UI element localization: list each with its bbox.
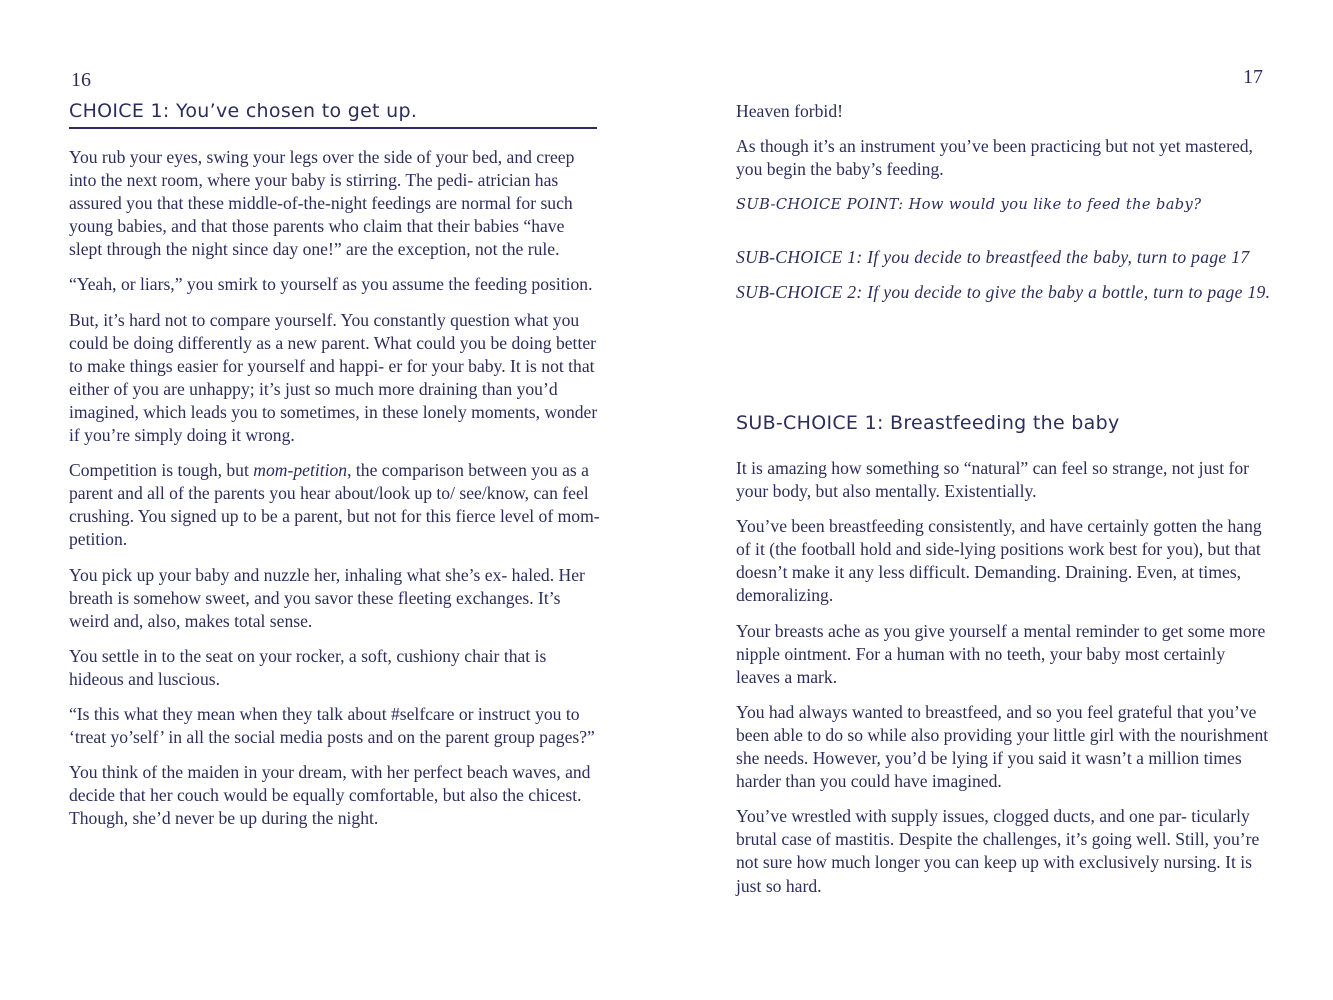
sub-choice-option-1: SUB-CHOICE 1: If you decide to breastfeed the baby, turn to page 17 bbox=[736, 247, 1250, 268]
right-intro-text bbox=[736, 100, 1276, 317]
paragraph: “Is this what they mean when they talk about #selfcare or instruct you to ‘treat yo’self’ in all the social media posts and on the parent group pages?” bbox=[69, 703, 595, 748]
paragraph: As though it’s an instrument you’ve been practicing but not yet mastered, you begin the baby’s feeding. bbox=[736, 136, 1253, 180]
paragraph: “Yeah, or liars,” you smirk to yourself as you assume the feeding position. bbox=[69, 274, 593, 295]
page-number-left: 16 bbox=[71, 69, 91, 91]
paragraph: Your breasts ache as you give yourself a mental reminder to get some more nipple ointment. For a human with no teeth, your baby most certainly leaves a mark. bbox=[736, 620, 1266, 687]
paragraph: You settle in to the seat on your rocker, a soft, cushiony chair that is hideous and luscious. bbox=[69, 645, 547, 689]
emphasis-term: mom-petition bbox=[253, 460, 348, 481]
paragraph: It is amazing how something so “natural” can feel so strange, not just for your body, but also mentally. Existentially. bbox=[736, 458, 1250, 502]
paragraph: But, it’s hard not to compare yourself. You constantly question what you could be doing differently as a new parent. What could you be doing better to make things easier for yourself and happi- er for your baby. It is not that either of you are unhappy; it’s just so much more draining than you’d imagined, which leads you to sometimes, in these lonely moments, wonder if you’re simply doing it wrong. bbox=[69, 309, 598, 446]
paragraph-competition bbox=[69, 459, 601, 551]
paragraph: You rub your eyes, swing your legs over the side of your bed, and creep into the next room, where your baby is stirring. The pedi- atrician has assured you that these middle-of-the-night feedings are normal for such young babies, and that those parents who claim that their babies “have slept through the night since day one!” are the exception, not the rule. bbox=[69, 147, 575, 260]
paragraph-text: , the comparison between you as a parent and all of the parents you hear about/look up to/ see/know, can feel crushing. You signed up to be a parent, but not for this fierce level of mom-petition. bbox=[69, 460, 600, 550]
paragraph: You had always wanted to breastfeed, and so you feel grateful that you’ve been able to do so while also providing your little girl with the nourishment she needs. However, you’d be lying if you said it wasn’t a million times harder than you could have imagined. bbox=[736, 701, 1269, 792]
left-body-text bbox=[69, 146, 601, 842]
paragraph: You think of the maiden in your dream, with her perfect beach waves, and decide that her couch would be equally comfortable, but also the chicest. Though, she’d never be up during the night. bbox=[69, 762, 591, 829]
choice-heading: CHOICE 1: You’ve chosen to get up. bbox=[69, 98, 597, 129]
right-body-text bbox=[736, 457, 1271, 910]
page-number-right: 17 bbox=[1243, 66, 1263, 88]
paragraph: You’ve wrestled with supply issues, clogged ducts, and one par- ticularly brutal case of mastitis. Despite the challenges, it’s going well. Still, you’re not sure how much longer you can keep up with exclusively nursing. It is just so hard. bbox=[736, 806, 1260, 896]
right-page bbox=[666, 0, 1333, 1000]
sub-choice-option-2: SUB-CHOICE 2: If you decide to give the baby a bottle, turn to page 19. bbox=[736, 282, 1271, 303]
paragraph-text: Competition is tough, but bbox=[69, 460, 254, 481]
paragraph: You pick up your baby and nuzzle her, inhaling what she’s ex- haled. Her breath is somehow sweet, and you savor these fleeting exchanges. It’s weird and, also, makes total sense. bbox=[69, 564, 585, 631]
paragraph: Heaven forbid! bbox=[736, 101, 843, 121]
left-page bbox=[0, 0, 666, 1000]
paragraph: You’ve been breastfeeding consistently, and have certainly gotten the hang of it (the football hold and side-lying positions work best for you), but that doesn’t make it any less difficult. Demanding. Draining. Even, at times, demoralizing. bbox=[736, 516, 1262, 606]
sub-choice-point: SUB-CHOICE POINT: How would you like to feed the baby? bbox=[736, 196, 1202, 214]
sub-choice-heading: SUB-CHOICE 1: Breastfeeding the baby bbox=[736, 412, 1120, 434]
